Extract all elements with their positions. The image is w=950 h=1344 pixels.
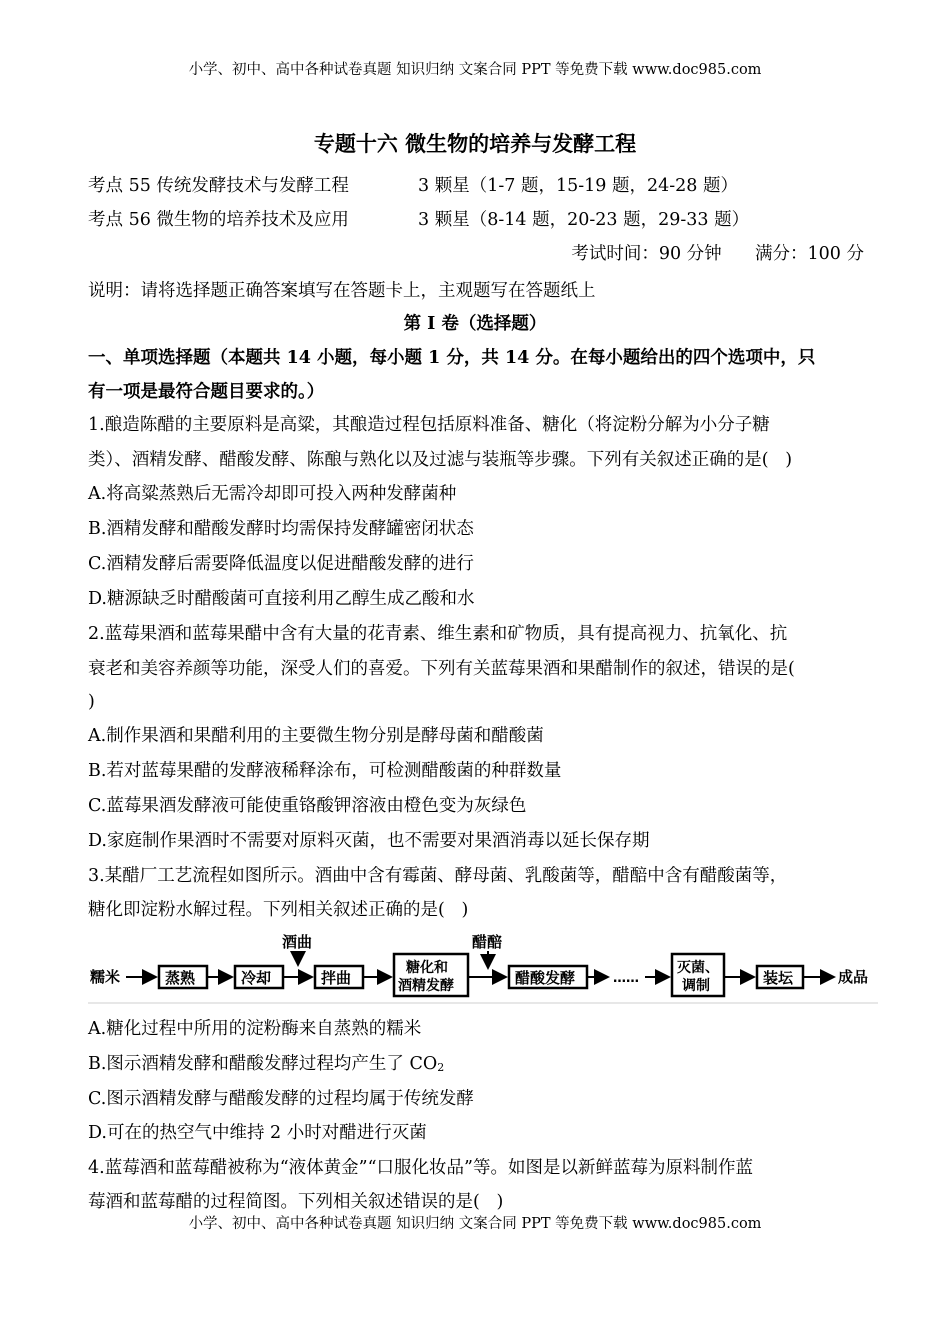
- q2-stem-line1: 2.蓝莓果酒和蓝莓果醋中含有大量的花青素、维生素和矿物质，具有提高视力、抗氧化、抗: [88, 624, 788, 644]
- q3-option-b-text: B.图示酒精发酵和醋酸发酵过程均产生了 CO: [88, 1054, 438, 1074]
- q3-option-b: [88, 1052, 444, 1080]
- q3-stem-line2: 糖化即淀粉水解过程。下列相关叙述正确的是( ): [88, 900, 469, 920]
- q2-stem-line3: ): [88, 692, 95, 712]
- q3-stem-line1: 3.某醋厂工艺流程如图所示。酒曲中含有霉菌、酵母菌、乳酸菌等，醋醅中含有醋酸菌等，: [88, 866, 788, 886]
- flow-step-steam: 蒸熟: [165, 969, 196, 987]
- section-heading-line1: 一、单项选择题（本题共 14 小题，每小题 1 分，共 14 分。在每小题给出的四个选项中，只: [88, 348, 816, 368]
- flow-input-jiuqu: 酒曲: [282, 933, 313, 951]
- kaodian-row-1: [88, 174, 349, 198]
- q2-option-b: B.若对蓝莓果醋的发酵液稀释涂布，可检测醋酸菌的种群数量: [88, 761, 562, 781]
- flow-step-sterilize-2: 调制: [682, 978, 710, 994]
- q1-option-a: A.将高粱蒸熟后无需冷却即可投入两种发酵菌种: [88, 484, 457, 504]
- flow-step-jar: 装坛: [763, 969, 794, 987]
- q1-stem-line1: 1.酿造陈醋的主要原料是高粱，其酿造过程包括原料准备、糖化（将淀粉分解为小分子糖: [88, 415, 770, 435]
- q2-option-c: C.蓝莓果酒发酵液可能使重铬酸钾溶液由橙色变为灰绿色: [88, 796, 527, 816]
- q1-option-d: D.糖源缺乏时醋酸菌可直接利用乙醇生成乙酸和水: [88, 589, 475, 609]
- flow-end-label: 成品: [838, 968, 869, 986]
- q1-option-c: C.酒精发酵后需要降低温度以促进醋酸发酵的进行: [88, 554, 474, 574]
- q3-option-d: D.可在的热空气中维持 2 小时对醋进行灭菌: [88, 1123, 427, 1143]
- flow-start-label: 糯米: [90, 968, 121, 986]
- flow-step-cool: 冷却: [241, 969, 272, 987]
- q2-option-d: D.家庭制作果酒时不需要对原料灭菌，也不需要对果酒消毒以延长保存期: [88, 831, 650, 851]
- instructions: 说明：请将选择题正确答案填写在答题卡上，主观题写在答题纸上: [88, 281, 596, 301]
- q3-option-a: A.糖化过程中所用的淀粉酶来自蒸熟的糯米: [88, 1019, 422, 1039]
- volume-heading: 第 I 卷（选择题）: [403, 314, 547, 334]
- flow-step-saccharify-1: 糖化和: [406, 960, 448, 976]
- q3-option-c: C.图示酒精发酵与醋酸发酵的过程均属于传统发酵: [88, 1089, 474, 1109]
- kaodian-row-2: [88, 208, 349, 232]
- kaodian-stars-2: 3 颗星（8-14 题，20-23 题，29-33 题）: [418, 210, 750, 230]
- flow-step-sterilize-1: 灭菌、: [677, 960, 719, 976]
- page-footer: 小学、初中、高中各种试卷真题 知识归纳 文案合同 PPT 等免费下载 www.doc985.com: [188, 1216, 762, 1232]
- q1-stem-line2: 类）、酒精发酵、醋酸发酵、陈酿与熟化以及过滤与装瓶等步骤。下列有关叙述正确的是( ): [88, 450, 793, 470]
- q1-option-b: B.酒精发酵和醋酸发酵时均需保持发酵罐密闭状态: [88, 519, 474, 539]
- flow-step-saccharify-2: 酒精发酵: [398, 978, 454, 994]
- flow-dots: ……: [613, 971, 639, 986]
- page-title: 专题十六 微生物的培养与发酵工程: [313, 132, 637, 156]
- q2-option-a: A.制作果酒和果醋利用的主要微生物分别是酵母菌和醋酸菌: [88, 726, 544, 746]
- flow-step-acetic: 醋酸发酵: [515, 969, 576, 987]
- flow-input-cupei: 醋醅: [472, 933, 503, 951]
- q2-stem-line2: 衰老和美容养颜等功能，深受人们的喜爱。下列有关蓝莓果酒和果醋制作的叙述，错误的是(: [88, 659, 795, 679]
- kaodian-name: 考点 56 微生物的培养技术及应用: [88, 210, 349, 230]
- q4-stem-line1: 4.蓝莓酒和蓝莓醋被称为“液体黄金”“口服化妆品”等。如图是以新鲜蓝莓为原料制作蓝: [88, 1158, 753, 1178]
- page-header: 小学、初中、高中各种试卷真题 知识归纳 文案合同 PPT 等免费下载 www.doc985.com: [188, 62, 762, 78]
- process-flow-diagram: [88, 930, 878, 1005]
- kaodian-stars-1: 3 颗星（1-7 题，15-19 题，24-28 题）: [418, 176, 738, 196]
- section-heading-line2: 有一项是最符合题目要求的。）: [88, 382, 325, 402]
- kaodian-name: 考点 55 传统发酵技术与发酵工程: [88, 176, 349, 196]
- q4-stem-line2: 莓酒和蓝莓醋的过程简图。下列相关叙述错误的是( ): [88, 1192, 504, 1212]
- flow-step-mix: 拌曲: [321, 969, 352, 987]
- exam-info: 考试时间：90 分钟 满分：100 分: [571, 244, 864, 264]
- q3-option-b-subscript: 2: [437, 1061, 445, 1074]
